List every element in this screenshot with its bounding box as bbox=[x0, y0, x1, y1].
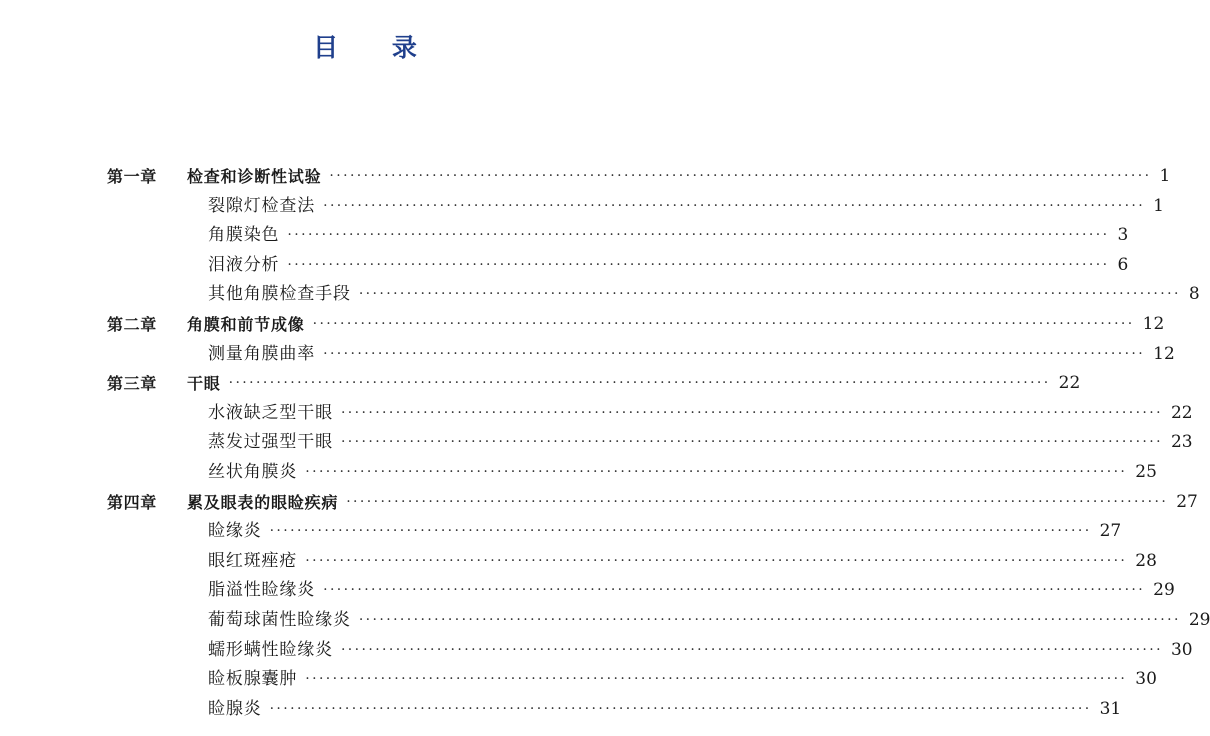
section-title: 角膜染色 bbox=[208, 225, 280, 246]
chapter-title: 干眼 bbox=[187, 374, 221, 394]
toc-section-row bbox=[0, 280, 1200, 310]
toc-section-row bbox=[0, 695, 1122, 725]
toc-section-row bbox=[0, 458, 1157, 488]
dot-leader: ························································································································ bbox=[305, 552, 1128, 569]
toc-section-row bbox=[0, 576, 1175, 606]
dot-leader: ························································································································ bbox=[340, 641, 1163, 658]
section-title: 睑腺炎 bbox=[208, 698, 262, 719]
page-number: 30 bbox=[1170, 639, 1193, 660]
toc-section-row bbox=[0, 251, 1129, 281]
toc-section-row bbox=[0, 340, 1175, 370]
section-title: 测量角膜曲率 bbox=[208, 343, 316, 364]
toc-section-row bbox=[0, 428, 1193, 458]
chapter-number: 第二章 bbox=[107, 314, 157, 334]
page-title: 目 录 bbox=[313, 33, 440, 62]
table-of-contents bbox=[0, 162, 1210, 724]
toc-section-row bbox=[0, 636, 1193, 666]
page-number: 8 bbox=[1188, 284, 1200, 305]
toc-section-row bbox=[0, 517, 1122, 547]
section-title: 水液缺乏型干眼 bbox=[208, 402, 333, 423]
page-number: 27 bbox=[1099, 521, 1122, 542]
page-number: 28 bbox=[1135, 550, 1157, 571]
page-number: 29 bbox=[1153, 580, 1175, 601]
toc-section-row bbox=[0, 665, 1157, 695]
toc-section-row bbox=[0, 606, 1210, 636]
page-number: 22 bbox=[1058, 373, 1081, 394]
dot-leader: ························································································································ bbox=[340, 434, 1163, 451]
section-title: 其他角膜检查手段 bbox=[208, 284, 351, 305]
section-title: 眼红斑痤疮 bbox=[208, 550, 298, 571]
dot-leader: ························································································································ bbox=[358, 286, 1181, 303]
page-number: 23 bbox=[1170, 432, 1193, 453]
dot-leader: ························································································································ bbox=[287, 227, 1110, 244]
page-number: 3 bbox=[1117, 225, 1129, 246]
dot-leader: ························································································································ bbox=[329, 168, 1152, 184]
page-number: 29 bbox=[1188, 609, 1210, 630]
section-title: 丝状角膜炎 bbox=[208, 461, 298, 482]
section-title: 睑板腺囊肿 bbox=[208, 669, 298, 690]
section-title: 蠕形螨性睑缘炎 bbox=[208, 639, 333, 660]
dot-leader: ························································································································ bbox=[269, 700, 1092, 717]
dot-leader: ························································································································ bbox=[287, 256, 1110, 273]
toc-section-row bbox=[0, 192, 1164, 222]
page-number: 25 bbox=[1135, 461, 1157, 482]
dot-leader: ························································································································ bbox=[305, 463, 1128, 480]
chapter-number: 第四章 bbox=[107, 492, 157, 512]
toc-chapter-row bbox=[0, 369, 1081, 399]
dot-leader: ························································································································ bbox=[340, 404, 1163, 421]
toc-section-row bbox=[0, 547, 1157, 577]
dot-leader: ························································································································ bbox=[323, 197, 1146, 214]
toc-chapter-row bbox=[0, 162, 1171, 192]
section-title: 裂隙灯检查法 bbox=[208, 195, 316, 216]
dot-leader: ························································································································ bbox=[323, 582, 1146, 599]
toc-section-row bbox=[0, 221, 1129, 251]
toc-section-row bbox=[0, 399, 1193, 429]
section-title: 泪液分析 bbox=[208, 254, 280, 275]
page-number: 1 bbox=[1159, 166, 1171, 186]
chapter-number: 第一章 bbox=[107, 167, 157, 186]
page-number: 31 bbox=[1099, 698, 1122, 719]
dot-leader: ························································································································ bbox=[228, 375, 1051, 392]
section-title: 睑缘炎 bbox=[208, 521, 262, 542]
chapter-number: 第三章 bbox=[107, 374, 157, 394]
page-number: 12 bbox=[1153, 343, 1175, 364]
page-number: 22 bbox=[1170, 402, 1193, 423]
dot-leader: ························································································································ bbox=[305, 671, 1128, 688]
page-number: 12 bbox=[1142, 313, 1165, 334]
chapter-title: 累及眼表的眼睑疾病 bbox=[187, 492, 339, 512]
dot-leader: ························································································································ bbox=[312, 315, 1135, 332]
toc-chapter-row bbox=[0, 488, 1198, 518]
section-title: 脂溢性睑缘炎 bbox=[208, 580, 316, 601]
page-number: 30 bbox=[1135, 669, 1157, 690]
dot-leader: ························································································································ bbox=[323, 345, 1146, 362]
page-number: 27 bbox=[1176, 491, 1198, 512]
section-title: 葡萄球菌性睑缘炎 bbox=[208, 609, 351, 630]
toc-chapter-row bbox=[0, 310, 1165, 340]
dot-leader: ························································································································ bbox=[358, 611, 1181, 628]
page-number: 6 bbox=[1117, 254, 1129, 275]
chapter-title: 角膜和前节成像 bbox=[187, 314, 305, 334]
dot-leader: ························································································································ bbox=[269, 523, 1092, 540]
page-number: 1 bbox=[1153, 195, 1164, 216]
section-title: 蒸发过强型干眼 bbox=[208, 432, 333, 453]
dot-leader: ························································································································ bbox=[346, 493, 1169, 510]
chapter-title: 检查和诊断性试验 bbox=[187, 167, 322, 186]
